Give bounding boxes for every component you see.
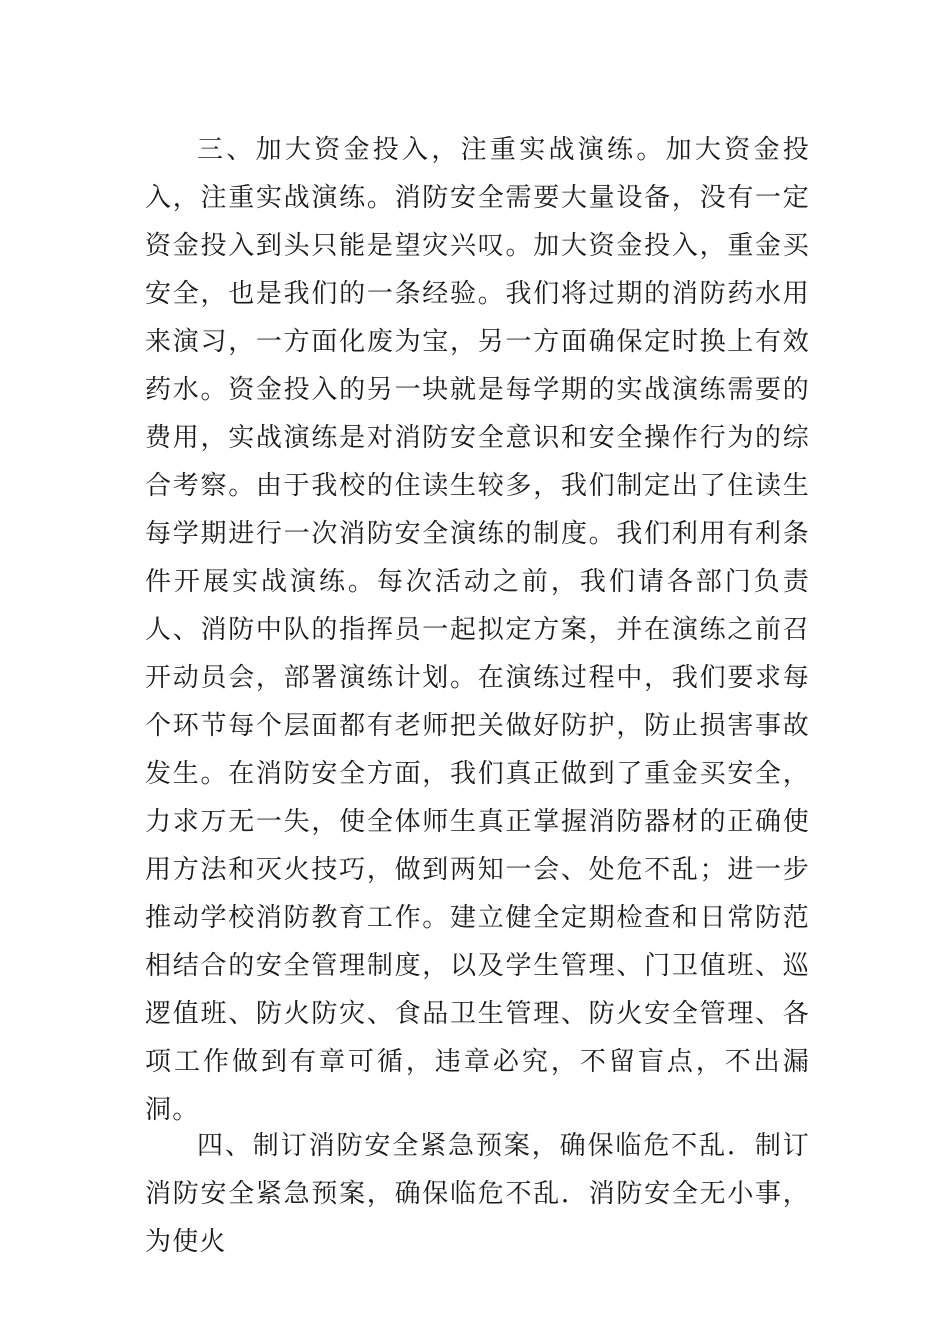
paragraph-section-four: 四、制订消防安全紧急预案，确保临危不乱．制订消防安全紧急预案，确保临危不乱．消防安全无小事，为使火 — [145, 1131, 810, 1257]
paragraph-section-three: 三、加大资金投入，注重实战演练。加大资金投入，注重实战演练。消防安全需要大量设备，没有一定资金投入到头只能是望灾兴叹。加大资金投入，重金买安全，也是我们的一条经验。我们将过期的消防药水用来演习，一方面化废为宝，另一方面确保定时换上有效药水。资金投入的另一块就是每学期的实战演练需要的费用，实战演练是对消防安全意识和安全操作行为的综合考察。由于我校的住读生较多，我们制定出了住读生每学期进行一次消防安全演练的制度。我们利用有利条件开展实战演练。每次活动之前，我们请各部门负责人、消防中队的指挥员一起拟定方案，并在演练之前召开动员会，部署演练计划。在演练过程中，我们要求每个环节每个层面都有老师把关做好防护，防止损害事故发生。在消防安全方面，我们真正做到了重金买安全，力求万无一失，使全体师生真正掌握消防器材的正确使用方法和灭火技巧，做到两知一会、处危不乱；进一步推动学校消防教育工作。建立健全定期检查和日常防范相结合的安全管理制度，以及学生管理、门卫值班、巡逻值班、防火防灾、食品卫生管理、防火安全管理、各项工作做到有章可循，违章必究，不留盲点，不出漏洞。 — [145, 135, 810, 1125]
